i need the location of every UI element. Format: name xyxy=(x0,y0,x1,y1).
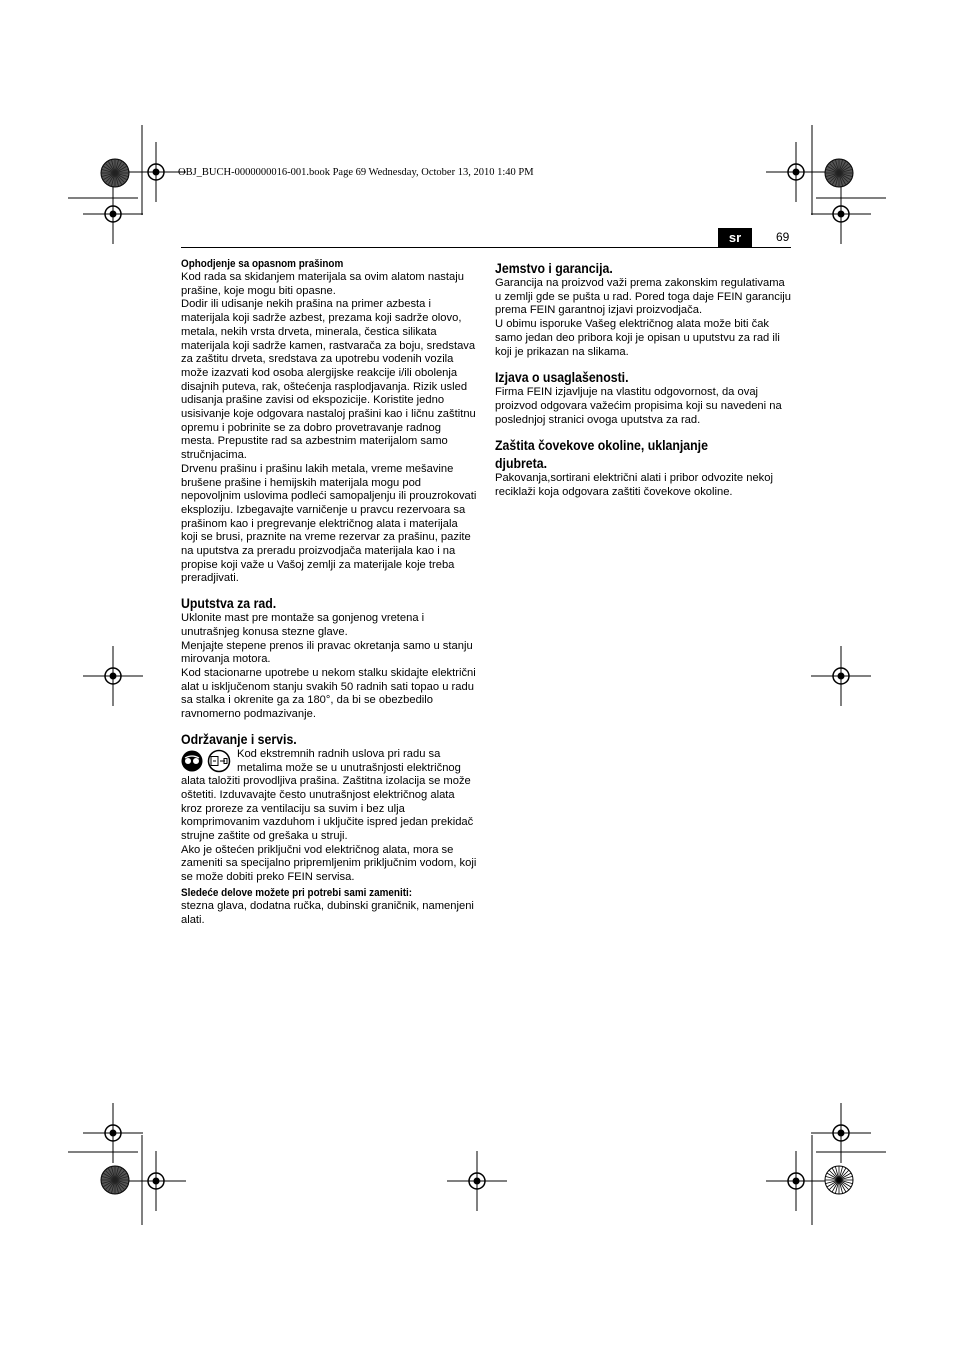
maintenance-block xyxy=(181,748,477,844)
print-slug: OBJ_BUCH-0000000016-001.book Page 69 Wednesday, October 13, 2010 1:40 PM xyxy=(178,167,534,178)
parts-heading: Sledeće delove možete pri potrebi sami zameniti: xyxy=(181,886,413,899)
language-tab: sr xyxy=(718,228,752,247)
registration-mark xyxy=(766,1151,826,1211)
maintenance-paragraph-1: Kod ekstremnih radnih uslova pri radu sa metalima može se u unutrašnjosti električnog alata taložiti provodljiva prašina. Zaštitna izolacija se može oštetiti. Izduvavajte često unutrašnjost električnog alata kroz proreze za ventilaciju sa suvim i bez ulja komprimovanim vazduhom i uključite ispred jedan prekidač strujne zaštite od grešaka u struji. xyxy=(181,747,474,843)
right-column xyxy=(495,259,791,500)
maintenance-paragraph-2: Ako je oštećen priključni vod električnog alata, mora se zameniti sa specijalno pripremljenim priključnim vodom, koji se može dobiti preko FEIN servisa. xyxy=(181,843,477,884)
warranty-paragraph-1: Garancija na proizvod važi prema zakonskim regulativama u zemlji gde se pušta u rad. Pored toga daje FEIN garanciju prema FEIN garantnoj izjavi proizvodjača. xyxy=(495,277,792,317)
starburst-mark xyxy=(825,1166,853,1194)
dust-paragraph-1: Kod rada sa skidanjem materijala sa ovim alatom nastaju prašine, koje mogu biti opasne. xyxy=(181,271,464,297)
environment-paragraph: Pakovanja,sortirani električni alati i pribor odvozite nekoj reciklaži koja odgovara zaštiti čovekove okoline. xyxy=(495,472,773,499)
warranty-heading: Jemstvo i garancija. xyxy=(495,260,613,276)
left-column xyxy=(181,258,477,927)
work-heading: Uputstva za rad. xyxy=(181,595,277,612)
conformity-paragraph: Firma FEIN izjavljuje na vlastitu odgovornost, da ovaj proizvod odgovara važećim propisima koji su navedeni na poslednjoj stranici ovoga uputstva za rad. xyxy=(495,386,782,426)
registration-mark xyxy=(83,184,143,244)
registration-mark xyxy=(811,646,871,706)
registration-mark xyxy=(83,646,143,706)
safety-icons xyxy=(181,749,233,773)
maintenance-heading: Održavanje i servis. xyxy=(181,730,297,747)
header-rule xyxy=(181,247,791,248)
eye-protection-icon xyxy=(182,750,203,771)
starburst-mark xyxy=(825,159,853,187)
page-number: 69 xyxy=(776,230,790,244)
dust-paragraph-3: Drvenu prašinu i prašinu lakih metala, vreme mešavine brušene prašine i hemijskih materijala mogu pod nepovoljnim uslovima podleći samopaljenju ili prouzrokovati eksploziju. Izbegavajte varničenje u pravcu rezervoara sa prašinom kao i pregrevanje električnog alata i materijala koji se brusi, praznite na vreme rezervar za prašinu, pazite na uputstva za preradu proizvodjača materijala kao i na propise koji važe u Vašoj zemlji za materijale koje treba preradjivati. xyxy=(181,462,477,585)
registration-mark xyxy=(766,142,826,202)
registration-mark xyxy=(811,1103,871,1163)
registration-mark xyxy=(811,184,871,244)
registration-mark xyxy=(126,1151,186,1211)
registration-mark xyxy=(83,1103,143,1163)
dust-paragraph-2: Dodir ili udisanje nekih prašina na primer azbesta i materijala koji sadrže azbest, prezama koji sadrže olovo, metala, nekih vrsta drveta, minerala, čestica silikata materijala koji sadrže kamen, rastvarača za boju, sredstava za zaštitu drveta, sredstava za upotrebu vodenih vozila može izazvati kod osoba alergijske reakcije i/ili obolenja disajnih puteva, rak, oštećenja rasplodjavanja. Rizik usled udisanja prašine zavisi od ekspozicije. Koristite jedno usisivanje koje odgovara nastaloj prašini kao i ličnu zaštitnu opremu i pobrinite se za dobro provetravanje radnog mesta. Prepustite rad sa azbestnim materijalom samo stručnjacima. xyxy=(181,298,476,462)
work-paragraph-2: Menjajte stepene prenos ili pravac okretanja samo u stanju mirovanja motora. xyxy=(181,639,473,666)
work-paragraph-1: Uklonite mast pre montaže sa gonjenog vretena i unutrašnjeg konusa stezne glave. xyxy=(181,612,425,638)
registration-mark xyxy=(126,142,186,202)
parts-text: stezna glava, dodatna ručka, dubinski graničnik, namenjeni alati. xyxy=(181,899,474,926)
environment-heading: Zaštita čovekove okoline, uklanjanje djubreta. xyxy=(495,437,708,472)
unplug-icon xyxy=(209,750,230,771)
conformity-heading: Izjava o usaglašenosti. xyxy=(495,369,629,386)
starburst-mark xyxy=(101,1166,129,1194)
warranty-paragraph-2: U obimu isporuke Vašeg električnog alata može biti čak samo jedan deo pribora koji je opisan u uputstvu za rad ili koji je prikazan na slikama. xyxy=(495,318,780,358)
registration-mark xyxy=(447,1151,507,1211)
dust-heading: Ophodjenje sa opasnom prašinom xyxy=(181,258,344,270)
work-paragraph-3: Kod stacionarne upotrebe u nekom stalku skidajte električni alat u isključenom stanju svakih 50 radnih sati topao u radu sa stalka i okrenite ga za 180°, da bi se obezbedilo ravnomerno podmazivanje. xyxy=(181,666,476,721)
starburst-mark xyxy=(101,159,129,187)
